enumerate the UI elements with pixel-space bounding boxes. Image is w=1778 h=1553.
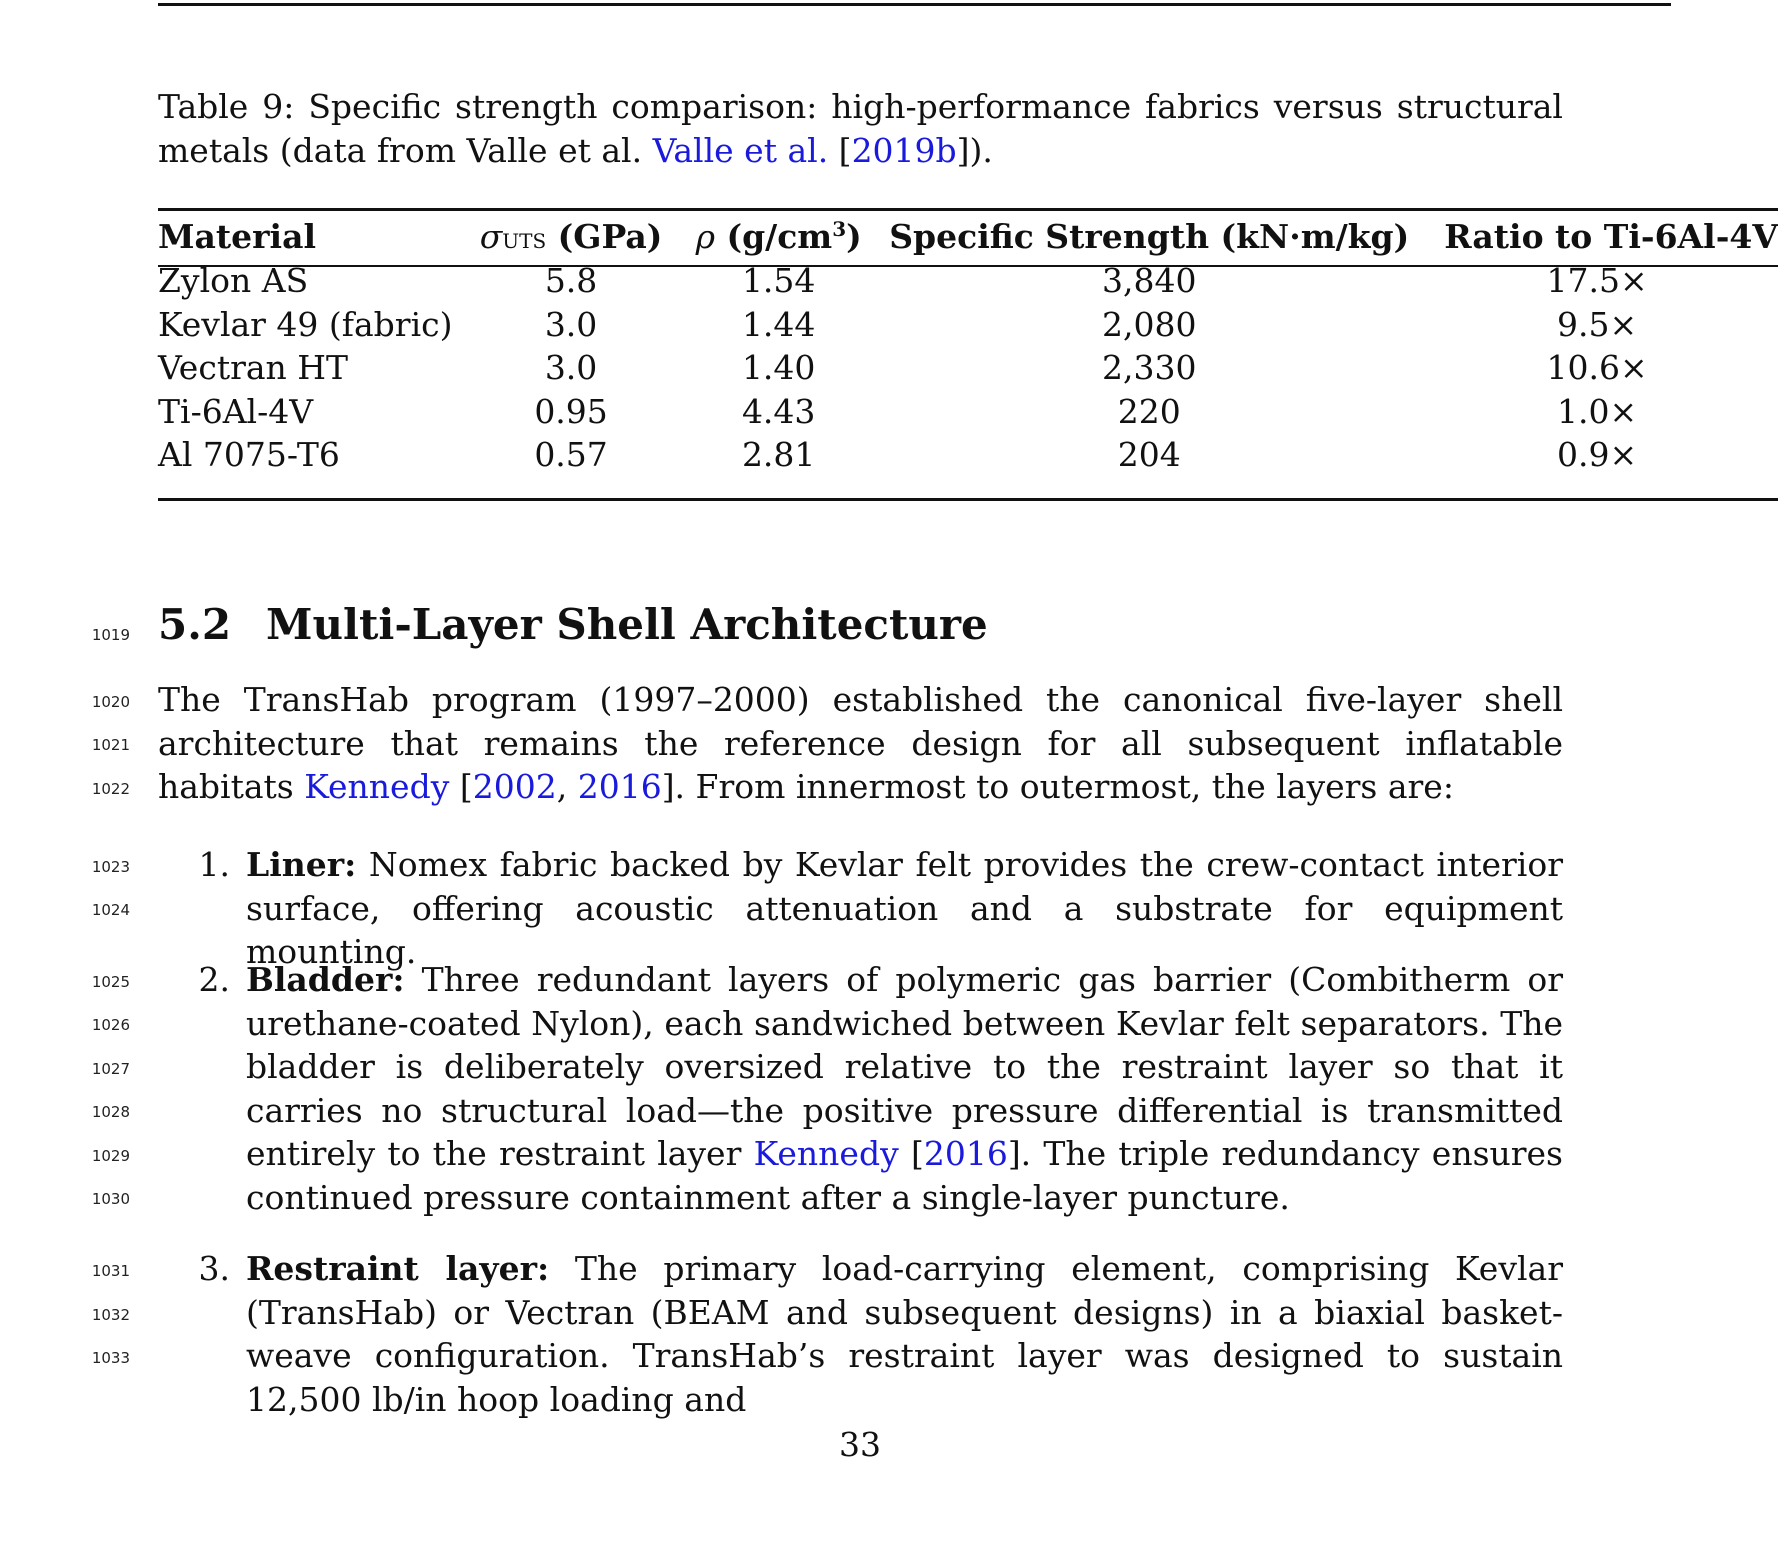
cell-specific: 2,330: [1101, 348, 1197, 388]
page-top-rule: [158, 3, 1671, 6]
header-sigma: [467, 213, 675, 259]
intro-tail: From innermost to outermost, the layers are:: [695, 767, 1454, 806]
header-rho-unit-post: ): [846, 216, 862, 256]
header-sigma-unit: (GPa): [557, 216, 663, 256]
header-material: Material: [158, 216, 316, 256]
line-number: 1032: [91, 1306, 130, 1324]
item-cite-author[interactable]: Kennedy: [753, 1134, 899, 1173]
cell-rho: 4.43: [741, 391, 816, 431]
cell-sigma: 5.8: [544, 261, 598, 301]
cell-specific: 220: [1117, 391, 1181, 431]
cell-specific: 3,840: [1101, 261, 1197, 301]
intro-text: The TransHab program (1997–2000) established the canonical five-layer shell architecture that remains the reference design for all subsequent inflatable habitats: [158, 680, 1563, 806]
table-header-row: [158, 213, 1778, 259]
line-number: 1023: [91, 858, 130, 876]
item-number: 2.: [198, 960, 230, 999]
table-top-rule: [158, 208, 1778, 211]
table-row: [158, 346, 1778, 390]
section-title: Multi-Layer Shell Architecture: [266, 600, 988, 649]
cell-material: Vectran HT: [158, 348, 349, 388]
item-text: The primary load-carrying element, comprising Kevlar (TransHab) or Vectran (BEAM and subsequent designs) in a biaxial basket-weave configuration. TransHab’s restraint layer was designed to sustain 12,500 lb/in hoop loading and: [246, 1249, 1563, 1419]
table-row: [158, 433, 1778, 477]
header-specific-strength: Specific Strength (kN·m/kg): [889, 216, 1410, 256]
cell-ratio: 0.9×: [1557, 435, 1638, 475]
cell-specific: 2,080: [1101, 304, 1197, 344]
line-number: 1031: [91, 1262, 130, 1280]
cell-sigma: 0.57: [534, 435, 608, 475]
cell-material: Al 7075-T6: [158, 435, 340, 475]
header-rho: [675, 213, 882, 259]
item-term: Bladder:: [246, 960, 405, 999]
header-rho-unit-exp: 3: [832, 216, 847, 241]
cell-ratio: 10.6×: [1546, 348, 1648, 388]
cell-material: Zylon AS: [158, 261, 309, 301]
cell-rho: 1.44: [741, 304, 816, 344]
header-ratio: Ratio to Ti-6Al-4V: [1444, 216, 1778, 256]
header-sigma-symbol: σ: [479, 216, 503, 256]
line-number: 1024: [91, 901, 130, 919]
cell-ratio: 17.5×: [1546, 261, 1648, 301]
item-number: 1.: [198, 845, 230, 884]
table-caption: Table 9: Specific strength comparison: high-performance fabrics versus structural metals (data from Valle et al. Valle et al. [2019b]).: [158, 87, 1563, 170]
line-number: 1020: [91, 693, 130, 711]
item-body: Bladder: Three redundant layers of polymeric gas barrier (Combitherm or urethane-coated Nylon), each sandwiched between Kevlar felt separators. The bladder is deliberately oversized relative to the restraint layer so that it carries no structural load—the positive pressure differential is transmitted entirely to the restraint layer Kennedy [2016]. The triple redundancy ensures continued pressure containment after a single-layer puncture.: [246, 960, 1564, 1217]
cell-specific: 204: [1117, 435, 1181, 475]
line-number: 1028: [91, 1103, 130, 1121]
line-number: 1026: [91, 1016, 130, 1034]
line-number: 1029: [91, 1147, 130, 1165]
caption-suffix: ).: [969, 131, 993, 170]
list-item: [158, 843, 1563, 974]
page-number: 33: [839, 1425, 881, 1464]
cell-ratio: 9.5×: [1557, 304, 1638, 344]
line-number: 1022: [91, 780, 130, 798]
caption-text: Specific strength comparison: high-performance fabrics versus structural metals (data from Valle et al.: [158, 87, 1563, 170]
item-body: [246, 843, 1563, 974]
cell-sigma: 3.0: [544, 304, 598, 344]
item-term: Restraint layer:: [246, 1249, 550, 1288]
table-bottom-rule: [158, 498, 1778, 501]
item-cite-year[interactable]: 2016: [923, 1134, 1008, 1173]
intro-cite-author[interactable]: Kennedy: [304, 767, 450, 806]
list-item: [158, 958, 1563, 1219]
item-text: Three redundant layers of polymeric gas barrier (Combitherm or urethane-coated Nylon), each sandwiched between Kevlar felt separators. The bladder is deliberately oversized relative to the restraint layer so that it carries no structural load—the positive pressure differential is transmitted entirely to the restraint layer: [246, 960, 1564, 1173]
cell-rho: 2.81: [741, 435, 816, 475]
caption-cite-year[interactable]: 2019b: [851, 131, 957, 170]
table-row: [158, 303, 1778, 347]
cell-sigma: 3.0: [544, 348, 598, 388]
item-number: 3.: [198, 1249, 230, 1288]
specific-strength-table: [158, 213, 1778, 477]
line-number: 1027: [91, 1060, 130, 1078]
line-number: 1019: [91, 626, 130, 644]
section-heading: [158, 600, 988, 649]
header-rho-symbol: ρ: [695, 216, 715, 256]
intro-cite-year-1[interactable]: 2002: [472, 767, 557, 806]
caption-cite-author[interactable]: Valle et al.: [652, 131, 829, 170]
cell-rho: 1.40: [741, 348, 816, 388]
line-number: 1033: [91, 1349, 130, 1367]
line-number: 1025: [91, 973, 130, 991]
header-sigma-sub: UTS: [502, 228, 547, 253]
item-body: [246, 1247, 1563, 1421]
table-row: [158, 259, 1778, 303]
item-term: Liner:: [246, 845, 357, 884]
header-rho-unit-pre: (g/cm: [726, 216, 833, 256]
cell-rho: 1.54: [741, 261, 816, 301]
cell-material: Kevlar 49 (fabric): [158, 304, 453, 344]
caption-label: Table 9:: [158, 87, 295, 126]
line-number: 1030: [91, 1190, 130, 1208]
cell-sigma: 0.95: [534, 391, 608, 431]
intro-cite-year-2[interactable]: 2016: [577, 767, 662, 806]
line-number: 1021: [91, 736, 130, 754]
cell-material: Ti-6Al-4V: [158, 391, 314, 431]
table-row: [158, 390, 1778, 434]
item-text-continued: The triple redundancy ensures continued pressure containment after a single-layer puncture.: [246, 1134, 1563, 1217]
intro-paragraph: The TransHab program (1997–2000) established the canonical five-layer shell architecture that remains the reference design for all subsequent inflatable habitats Kennedy [2002, 2016]. From innermost to outermost, the layers are:: [158, 680, 1563, 806]
cell-ratio: 1.0×: [1557, 391, 1638, 431]
section-number: 5.2: [158, 600, 232, 649]
item-text: Nomex fabric backed by Kevlar felt provides the crew-contact interior surface, offering acoustic attenuation and a substrate for equipment mounting.: [246, 845, 1563, 971]
list-item: [158, 1247, 1563, 1421]
